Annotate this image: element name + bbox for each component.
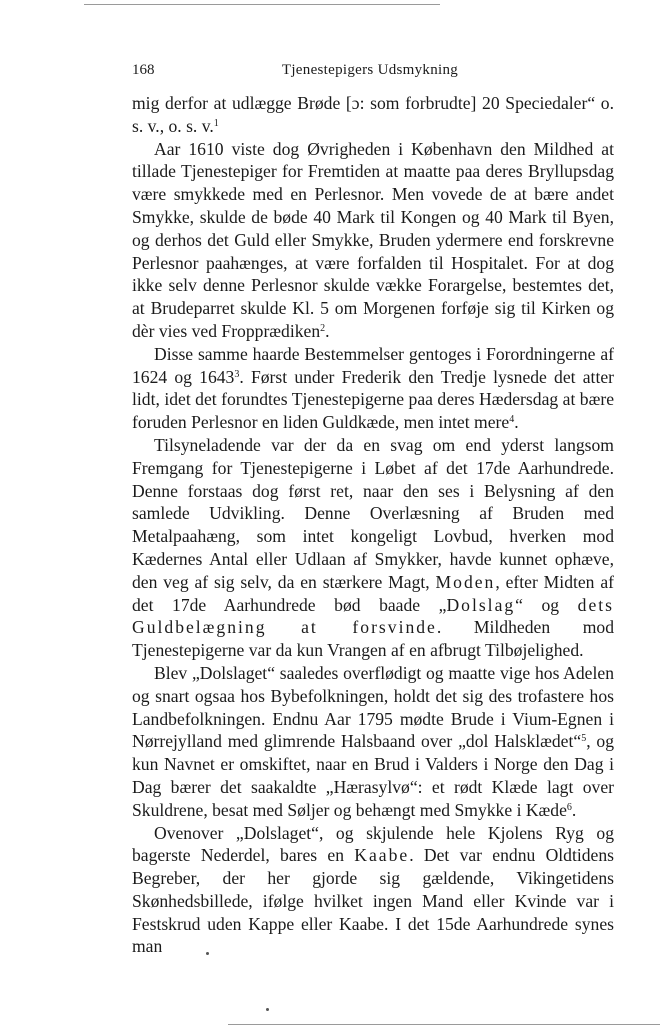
page-number: 168 [132, 62, 155, 78]
paragraph-6: Ovenover „Dolslaget“, og skjulende hele Kjolens Ryg og bagerste Nederdel, bares en Kaabe. Det var endnu Oldtidens Begreber, der her gjorde sig gældende, Vikingetidens Skønhedsbillede, ifølge hvilket ingen Mand eller Kvinde var i Festskrud uden Kappe eller Kaabe. I det 15de Aarhundrede synes man [132, 822, 614, 957]
paragraph-2: Aar 1610 viste dog Øvrigheden i København den Mildhed at tillade Tjenestepiger for Fremtiden at maatte paa deres Bryllupsdag være smykkede med en Perlesnor. Men vovede de at bære andet Smykke, skulde de bøde 40 Mark til Kongen og 40 Mark til Byen, og derhos det Guld eller Smykke, Bruden ydermere end forskrevne Perlesnor paahænges, at være forfalden til Hospitalet. For at dog ikke selv denne Perlesnor skulde vække Forargelse, bestemtes det, at Brudeparret skulde Kl. 5 om Morgenen forføje sig til Kirken og dèr vies ved Fropprædiken$^2$. [132, 138, 614, 341]
footnote-ref-4: 4 [509, 414, 515, 426]
paragraph-4: Tilsyneladende var der da en svag om end yderst langsom Fremgang for Tjenestepigerne i Løbet af det 17de Aarhundrede. Denne forstaas dog først ret, naar den ses i Belysning af den samlede Udvikling. Denne Overlæsning af Bruden med Metalpaahæng, som intet kongeligt Lovbud, hverken mod Kædernes Antal eller Udlaan af Smykker, havde kunnet ophæve, den veg af sig selv, da en stærkere Magt, Moden, efter Midten af det 17de Aarhundrede bød baade „Dolslag“ og dets Guldbelægning at forsvinde. Mildheden mod Tjenestepigerne var da kun Vrangen af en afbrugt Tilbøjelighed. [132, 434, 615, 661]
spaced-emphasis-guldbelaegning: dets Guldbelægning at forsvinde [132, 594, 614, 638]
footnote-ref-5: 5 [581, 733, 587, 745]
spaced-emphasis-moden: Moden [435, 571, 496, 592]
bottom-edge-rule [228, 1024, 660, 1025]
paragraph-3: Disse samme haarde Bestemmelser gentoges i Forordningerne af 1624 og 1643$^3$. Først under Frederik den Tredje lysnede det atter lidt, idet det forundtes Tjenestepigerne paa deres Hædersdag at bære foruden Perlesnor en liden Guldkæde, men intet mere$^4$. [132, 343, 614, 433]
spaced-emphasis-dolslag: Dolslag [446, 594, 516, 615]
scan-speck [266, 1008, 269, 1011]
spaced-emphasis-kaabe: Kaabe [354, 845, 410, 866]
footnote-ref-3: 3 [234, 368, 240, 380]
footnote-ref-1: 1 [213, 117, 219, 129]
paragraph-1: mig derfor at udlægge Brøde [ɔ: som forbrudte] 20 Speciedaler“ o. s. v., o. s. v.$^1$ [132, 93, 614, 136]
footnote-ref-2: 2 [320, 322, 326, 334]
running-title: Tjenestepigers Udsmykning [281, 62, 459, 78]
scan-speck [206, 952, 209, 955]
page-header [132, 62, 608, 84]
paragraph-5: Blev „Dolslaget“ saaledes overflødigt og maatte vige hos Adelen og snart ogsaa hos Bybefolkningen, holdt det sig des trofastere hos Landbefolkningen. Endnu Aar 1795 mødte Brude i Vium-Egnen i Nørrejylland med glimrende Halsbaand over „dol Halsklædet“$^5$, og kun Navnet er omskiftet, naar en Brud i Valders i Norge den Dag i Dag bærer det saakaldte „Hærasylvø“: et rødt Klæde lagt over Skuldrene, besat med Søljer og behængt med Smykke i Kæde$^6$. [132, 662, 615, 820]
text-body [132, 92, 614, 958]
top-edge-rule [84, 4, 440, 5]
footnote-ref-6: 6 [566, 801, 572, 813]
